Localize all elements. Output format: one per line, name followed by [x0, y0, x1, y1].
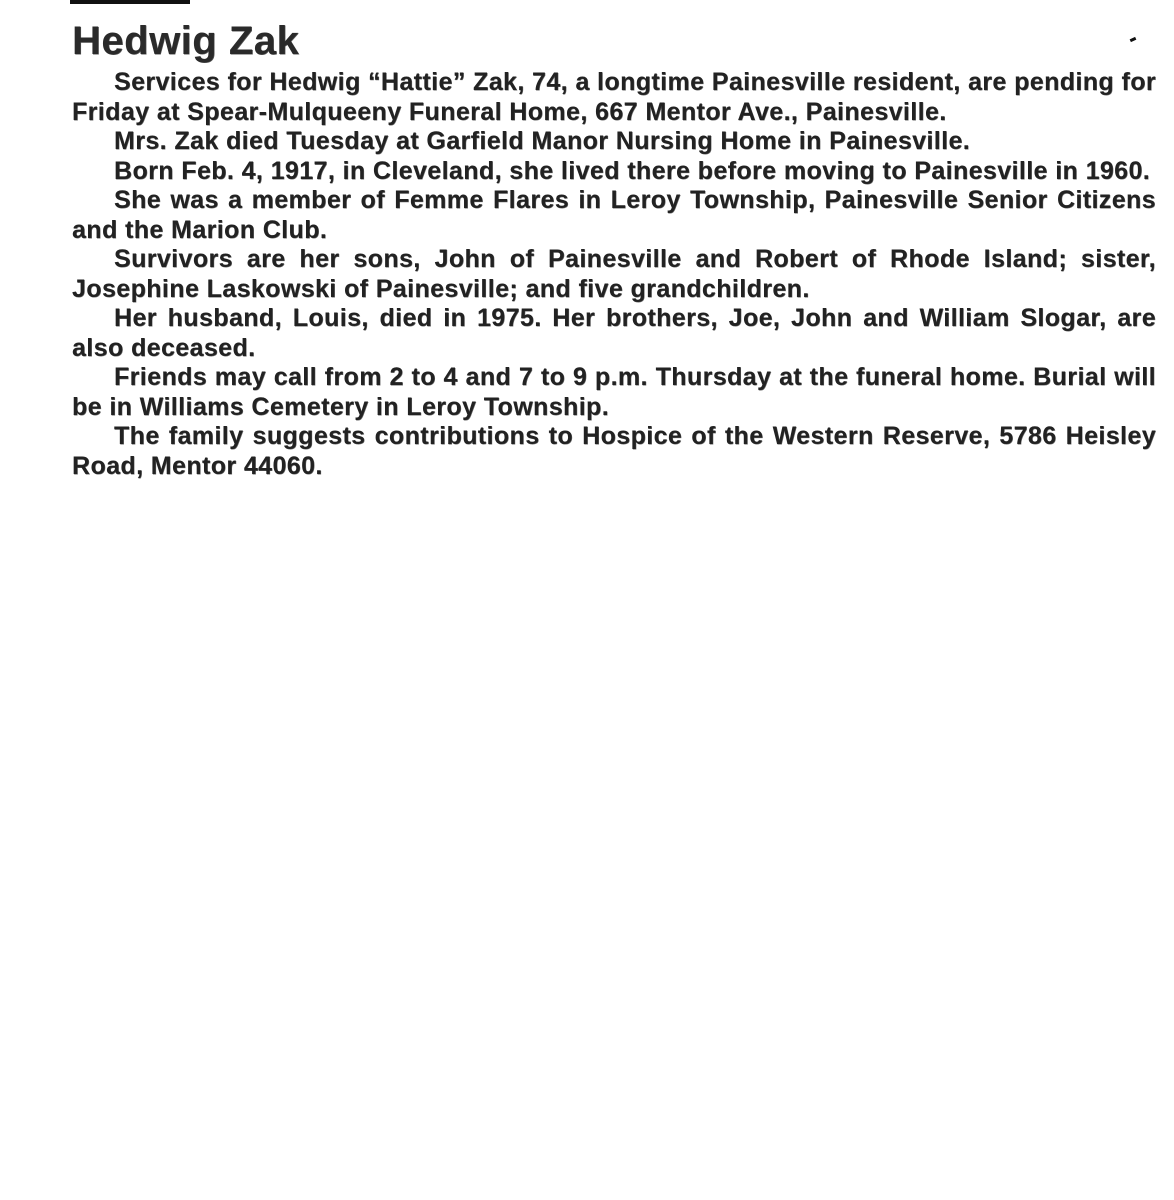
paragraph-survivors: Survivors are her sons, John of Painesville and Robert of Rhode Island; sister, Josephine Laskowski of Painesville; and five grandchildren. — [72, 245, 1156, 303]
paragraph-memberships: She was a member of Femme Flares in Leroy Township, Painesville Senior Citizens and the Marion Club. — [72, 186, 1156, 244]
paragraph-birth: Born Feb. 4, 1917, in Cleveland, she lived there before moving to Painesville in 1960. — [114, 156, 1151, 185]
paragraph-predeceased: Her husband, Louis, died in 1975. Her brothers, Joe, John and William Slogar, are also deceased. — [72, 304, 1156, 362]
top-rule — [70, 0, 190, 4]
paragraph-contributions: The family suggests contributions to Hospice of the Western Reserve, 5786 Heisley Road, Mentor 44060. — [72, 422, 1156, 480]
obituary-article — [72, 18, 1156, 481]
paragraph-death: Mrs. Zak died Tuesday at Garfield Manor Nursing Home in Painesville. — [114, 127, 971, 155]
obituary-body — [72, 68, 1156, 481]
obituary-headline: Hedwig Zak — [72, 19, 300, 63]
paragraph-visitation: Friends may call from 2 to 4 and 7 to 9 p.m. Thursday at the funeral home. Burial will be in Williams Cemetery in Leroy Township. — [72, 363, 1156, 421]
paragraph-services: Services for Hedwig “Hattie” Zak, 74, a longtime Painesville resident, are pending for Friday at Spear-Mulqueeny Funeral Home, 667 Mentor Ave., Painesville. — [72, 68, 1156, 126]
